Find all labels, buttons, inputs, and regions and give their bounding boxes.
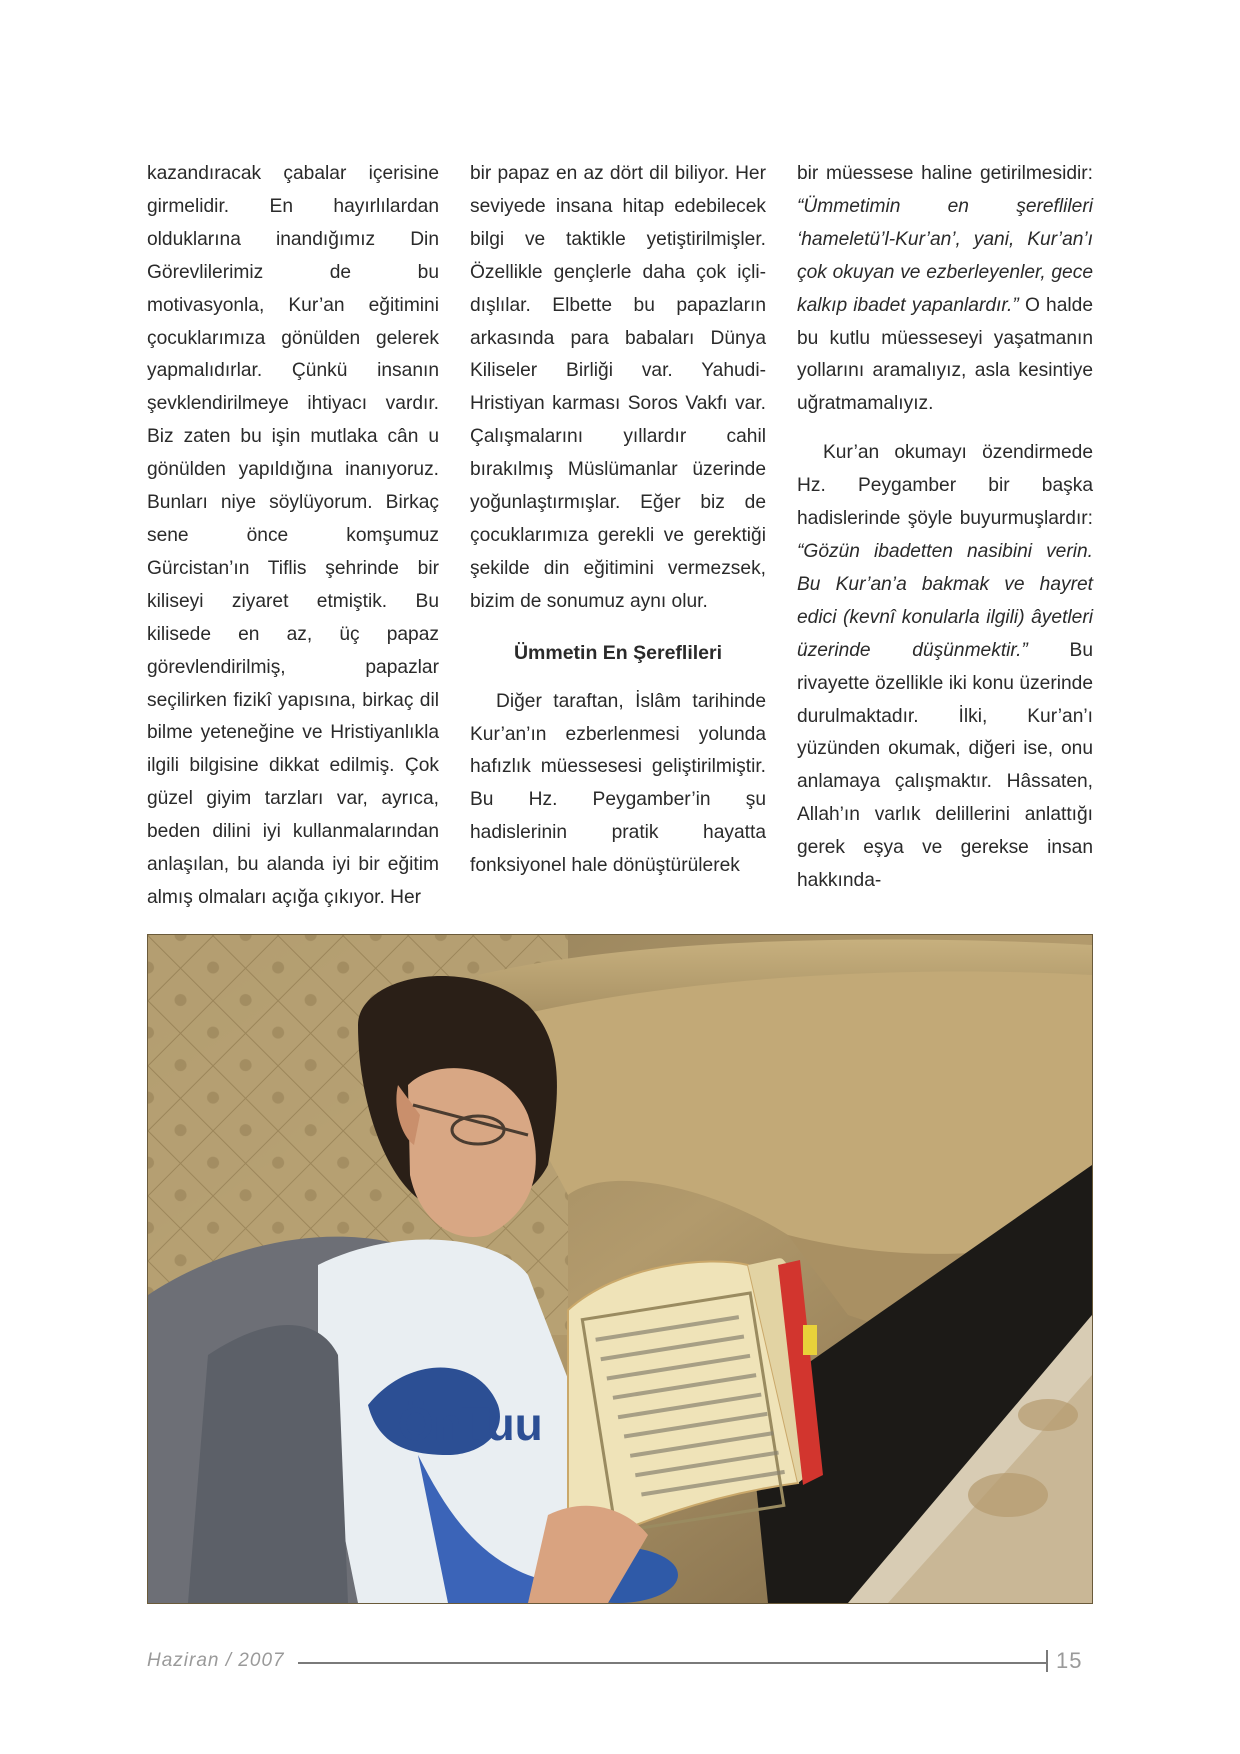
text-column-2 [470,158,766,883]
hadith-quote: “Ümmetimin en şereflileri ‘hameletü’l-Kur’an’, yani, Kur’an’ı çok okuyan ve ezberleyenler, gece kalkıp ibadet yapanlardır.” [797,195,1093,316]
text-column-3 [797,158,1093,898]
section-heading: Ümmetin En Şereflileri [513,641,723,664]
paragraph: kazandıracak çabalar içerisine girmelidir. En hayırlılardan olduklarına inandığımız Din Görevlilerimiz de bu motivasyonla, Kur’an eğitimini çocuklarımıza gönülden gelerek yapmalıdırlar. Çünkü insanın şevklendirilmeye ihtiyacı vardır. Biz zaten bu işin mutlaka cân u gönülden yapıldığına inanıyoruz. Bunları niye söylüyorum. Birkaç sene önce komşumuz Gürcistan’ın Tiflis şehrinde bir kiliseyi ziyaret etmiştik. Bu kilisede en az, üç papaz görevlendirilmiş, papazlar seçilirken fizikî yapısına, birkaç dil bilme yeteneğine ve Hristiyanlıkla ilgili bilgisine dikkat edilmiş. Çok güzel giyim tarzları var, ayrıca, beden dilini iyi kullanmalarından anlaşılan, bu alanda iyi bir eğitim almış olmaları açığa çıkıyor. Her [147,163,439,908]
paragraph: bir müessese haline getirilmesidir: “Ümmetimin en şereflileri ‘hameletü’l-Kur’an’, yani, Kur’an’ı çok okuyan ve ezberleyenler, gece kalkıp ibadet yapanlardır.” O halde bu kutlu müesseseyi yaşatmanın yollarını aramalıyız, asla kesintiye uğratmamalıyız. [797,163,1093,415]
footer-divider-tick [1046,1650,1048,1672]
hadith-quote: “Gözün ibadetten nasibini verin. Bu Kur’an’a bakmak ve hayret edici (kevnî konularla ilgili) âyetleri üzerinde düşünmektir.” [797,540,1093,661]
paragraph: Diğer taraftan, İslâm tarihinde Kur’an’ın ezberlenmesi yolunda hafızlık müessesesi geliştirilmiştir. Bu Hz. Peygamber’in şu hadislerinin pratik hayatta fonksiyonel hale dönüştürülerek [470,690,766,877]
photo-boy-reading-quran [147,934,1093,1604]
shirt-logo-text: ÖnTuu [398,1398,543,1450]
paragraph: Kur’an okumayı özendirmede Hz. Peygamber bir başka hadislerinde şöyle buyurmuşlardır: “Gözün ibadetten nasibini verin. Bu Kur’an’a bakmak ve hayret edici (kevnî konularla ilgili) âyetleri üzerinde düşünmektir.” Bu rivayette özellikle iki konu üzerinde durulmaktadır. İlki, Kur’an’ı yüzünden okumak, diğeri ise, onu anlamaya çalışmaktır. Hâssaten, Allah’ın varlık delillerini anlattığı gerek eşya ve gerekse insan hakkında- [797,442,1093,892]
page-number: 15 [1056,1648,1083,1673]
footer-divider [298,1662,1046,1664]
text-column-1 [147,158,439,915]
footer-issue-date: Haziran / 2007 [147,1650,285,1671]
paragraph: bir papaz en az dört dil biliyor. Her seviyede insana hitap edebilecek bilgi ve taktikle yetiştirilmişler. Özellikle gençlerle daha çok içli-dışlılar. Elbette bu papazların arkasında para babaları Dünya Kiliseler Birliği var. Yahudi-Hristiyan karması Soros Vakfı var. Çalışmalarını yıllardır cahil bırakılmış Müslümanlar üzerinde yoğunlaştırmışlar. Eğer biz de çocuklarımıza gerekli ve gerektiği şekilde din eğitimini vermezsek, bizim de sonumuz aynı olur. [470,163,766,612]
